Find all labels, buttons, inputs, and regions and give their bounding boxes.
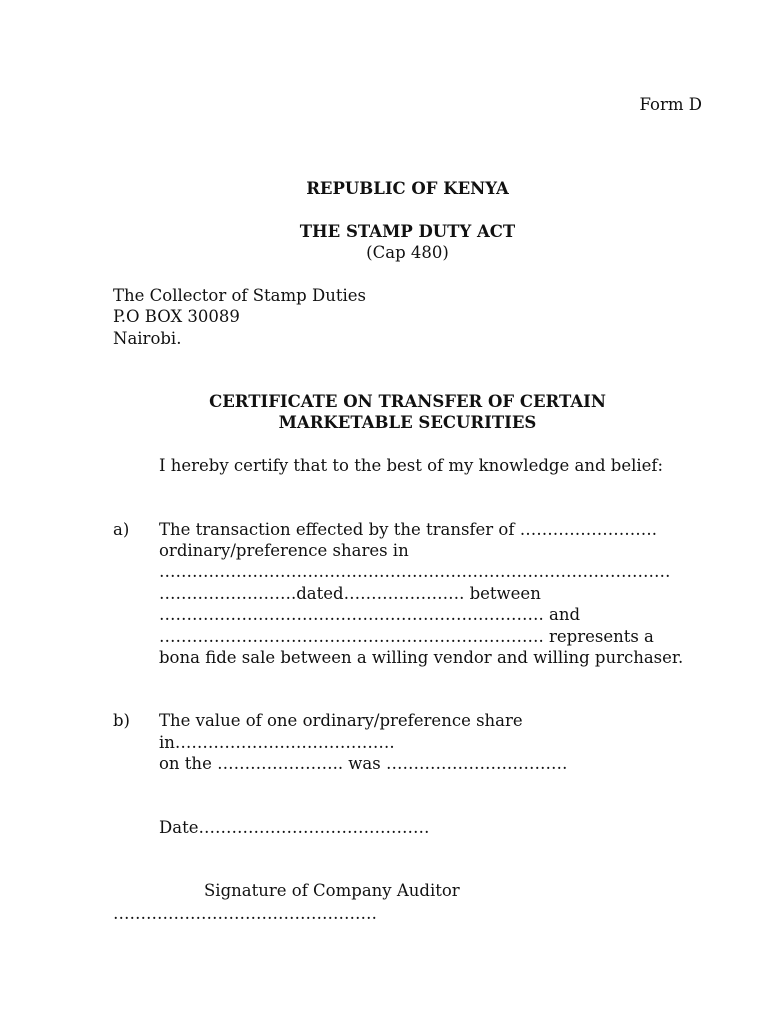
act-title: THE STAMP DUTY ACT [299, 222, 516, 241]
signature-line: ………………………………………… [113, 904, 377, 923]
item-b-marker: b) [113, 711, 130, 730]
item-a-line-3: ………………………………………………………………………………… [159, 562, 671, 581]
cap-number: (Cap 480) [366, 243, 449, 262]
item-a-line-5: ……………………………………………………………. and [159, 605, 581, 624]
item-b-line-1: The value of one ordinary/preference share [159, 711, 523, 730]
signature-label: Signature of Company Auditor [204, 881, 460, 900]
item-a-line-6: ……………………………………………………………. represents a [159, 627, 654, 646]
certification-intro: I hereby certify that to the best of my knowledge and belief: [159, 456, 664, 475]
certificate-heading-line-2: MARKETABLE SECURITIES [278, 413, 537, 432]
form-label: Form D [639, 95, 702, 114]
date-line: Date…………………………………… [159, 818, 430, 837]
item-a-line-4: …………………….dated…………………. between [159, 584, 541, 603]
address-line-3: Nairobi. [113, 329, 182, 348]
item-a-line-1: The transaction effected by the transfer of ……………………. [159, 520, 657, 539]
item-b-line-3: on the ………………….. was …………………………… [159, 754, 568, 773]
item-a-marker: a) [113, 520, 130, 539]
item-a-line-2: ordinary/preference shares in [159, 541, 409, 560]
republic-title: REPUBLIC OF KENYA [306, 179, 509, 198]
item-b-line-2: in…………………………………. [159, 733, 395, 752]
certificate-heading-line-1: CERTIFICATE ON TRANSFER OF CERTAIN [209, 392, 606, 411]
item-a-line-7: bona fide sale between a willing vendor and willing purchaser. [159, 648, 684, 667]
address-line-2: P.O BOX 30089 [113, 307, 240, 326]
address-line-1: The Collector of Stamp Duties [113, 286, 366, 305]
